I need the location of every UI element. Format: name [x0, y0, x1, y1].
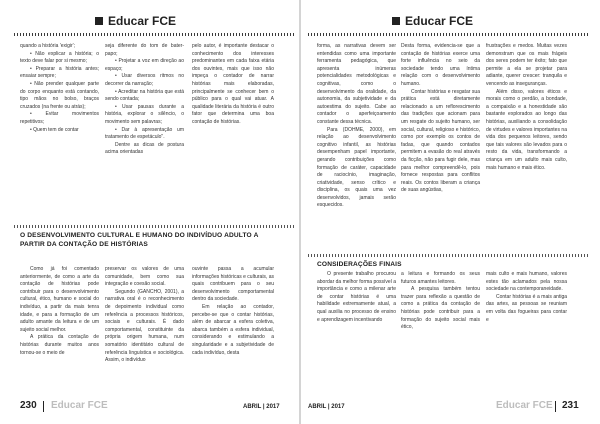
square-bullet-icon [392, 17, 400, 25]
paragraph: • Usar pausas durante a história, explorar o silêncio, o movimento sem palavras; [105, 103, 184, 125]
paragraph: • Usar diversos ritmos no decorrer da narração; [105, 73, 184, 87]
left-col3-bottom [192, 266, 274, 357]
left-col2-bottom [105, 266, 184, 365]
paragraph: Contar histórias e resgatar sua prática está diretamente relacionado a um reflorescimento das tradições que acionam para um resgate do sujeito humano, ser social, cultural, religioso e histórico, como por exemplo os contos de fadas, que quando contados permitem a evasão do real através da ficção, não para fugir dele, mas para melhor compreendê-lo, pois fornece respostas para conflitos reais. Os contos liberam a criança de suas angústias, [401, 88, 480, 194]
paragraph: A pesquisa também tentou trazer para reflexão a questão de como a prática da contação de histórias pode contribuir para a formação do sujeito social mais ético, [401, 286, 480, 331]
paragraph: ouvinte passa a acumular informações históricas e culturais, as quais contribuem para o seu desenvolvimento comportamental dentro da sociedade. [192, 266, 274, 303]
section-rule [308, 254, 588, 257]
paragraph: Segundo (GANCHO, 2001), a narrativa oral é o reconhecimento de depoimento individual como referência a processos históricos, sociais e culturais. É dado comportamental, constituinte da própria origem humana, num somatório identitário cultural de referência linguística e sociológica. Assim, o indivíduo [105, 288, 184, 364]
paragraph: • Dar à apresentação um tratamento de espetáculo". [105, 126, 184, 141]
paragraph: • Não prender qualquer parte do corpo enquanto está contando, tipo mãos no bolso, braços cruzados (na frente ou atrás); [20, 80, 99, 110]
left-page-header: Educar FCE [95, 14, 176, 28]
paragraph: Dentre as dicas de postura acima orientadas [105, 141, 184, 156]
page-gutter [299, 0, 301, 424]
paragraph: Para (DOHME, 2000), em relação ao desenvolvimento cognitivo infantil, as histórias desempenham papel importante, gerando contribuições como formação de caráter, capacidade de raciocínio, imaginação, criatividade, senso crítico e disciplina, os quais uma vez desenvolvidos, jamais serão esquecidos. [317, 126, 396, 209]
paragraph: seja diferente do tom de bater-papo; [105, 43, 184, 57]
paragraph: mais culto e mais humano, valores estes tão aclamados pela nossa sociedade na contemporaneidade. [486, 271, 567, 293]
section-title: CONSIDERAÇÕES FINAIS [317, 261, 402, 268]
left-col3-top [192, 43, 274, 127]
paragraph: • Quem tem de contar [30, 126, 79, 133]
paragraph: • Acreditar na história que está sendo contada; [105, 88, 184, 103]
footer-divider [43, 401, 44, 412]
paragraph: quando a história 'exigir'; [20, 43, 75, 49]
paragraph: preservar os valores de uma comunidade, bem como sua integração e coesão social. [105, 266, 184, 288]
footer-date: ABRIL | 2017 [243, 404, 280, 410]
right-col1-bottom [317, 271, 396, 324]
right-page-header: Educar FCE [392, 14, 473, 28]
left-col2-top [105, 43, 184, 157]
paragraph: Em relação ao contador, percebe-se que o contar histórias, além de abarcar a esfera coletiva, abarca também a esfera individual, considerando e estimulando a singularidade e a subjetividade de cada indivíduo, desta [192, 303, 274, 356]
left-header-rule [14, 33, 294, 36]
footer-brand: Educar FCE [496, 400, 553, 411]
paragraph: frustrações e medos. Muitas vezes demonstram que os mais frágeis dos seres podem ter êxito; fato que permite a ela se projetar para adiante, querer crescer: tranquila e vencendo as inseguranças. [486, 43, 567, 87]
page-number: 230 [20, 400, 37, 411]
right-col2-bottom [401, 271, 480, 332]
right-col1 [317, 43, 396, 210]
footer-date: ABRIL | 2017 [308, 404, 345, 410]
paragraph: • Preparar a história antes; ensaiar sempre; [20, 65, 99, 80]
footer-brand: Educar FCE [51, 400, 108, 411]
right-col2 [401, 43, 480, 195]
right-col3 [486, 43, 567, 172]
paragraph: Contar histórias é a mais antiga das artes, as pessoas se reuniam em volta das fogueiras para contar e [486, 293, 567, 323]
section-rule [14, 225, 294, 228]
paragraph: forma, as narrativas devem ser entendidas como uma importante ferramenta pedagógica, que apresenta inúmeras potencialidades metodológicas e cognitivas, como o desenvolvimento da oralidade, da autonomia, da subjetividade e da autoestima do sujeito. Cabe ao contador o aperfeiçoamento constante dessa técnica. [317, 43, 396, 125]
paragraph: Como já foi comentado anteriormente, de como a arte da contação de histórias pode contribuir para o desenvolvimento cultural, ético, humano e social do indivíduo, a partir da mais tenra idade, e para a formação de um adulto amante da leitura e de um sujeito social melhor. [20, 266, 99, 333]
paragraph: • Projetar a voz em direção ao espaço; [105, 58, 184, 72]
page-number: 231 [562, 400, 579, 411]
paragraph: A prática da contação de histórias durante muitos anos tornou-se o meio de [20, 334, 99, 356]
paragraph: O presente trabalho procurou abordar da melhor forma possível a importância e como a milenar arte de contar histórias é uma habilidade extremamente atual, a qual auxilia no processo de ensino e aprendizagem incentivando [317, 271, 396, 323]
left-col1-top [20, 43, 99, 134]
right-col3-bottom [486, 271, 567, 324]
square-bullet-icon [95, 17, 103, 25]
paragraph: • Evitar movimentos repetitivos; [20, 111, 99, 125]
paragraph: • Não explicar a história; o texto deve falar por si mesmo; [20, 50, 99, 65]
paragraph: a leitura e formando os seus futuros amantes leitores. [401, 271, 480, 285]
left-col1-bottom [20, 266, 99, 357]
paragraph: pelo autor, é importante destacar o conhecimento dos interesses predominantes em cada faixa etária dos ouvintes, mais que isso não impeça o contador de narrar histórias mais elaboradas, principalmente se conhecer bem o público para o qual vai atuar. A qualidade literária da história é outro fator que determina uma boa contação de histórias. [192, 43, 274, 125]
section-title: O DESENVOLVIMENTO CULTURAL E HUMANO DO INDIVÍDUO ADULTO A PARTIR DA CONTAÇÃO DE HISTÓRIAS [20, 232, 259, 248]
right-page [300, 0, 600, 424]
footer-divider [555, 401, 556, 412]
right-header-rule [308, 33, 588, 36]
paragraph: Desta forma, evidencia-se que a contação de histórias exerce uma forte influência no seio da sociedade tendo uma íntima relação com o desenvolvimento humano. [401, 43, 480, 87]
paragraph: Além disso, valores éticos e morais como o perdão, a bondade, a compaixão e a honestidade são bastante explorados ao longo das histórias, auxiliando a consolidação de virtudes e valores importantes na vida dos pequenos leitores, sendo que tais valores são levados para o resto da vida, transformando a criança em um adulto mais culto, mais humano e mais ético. [486, 88, 567, 171]
